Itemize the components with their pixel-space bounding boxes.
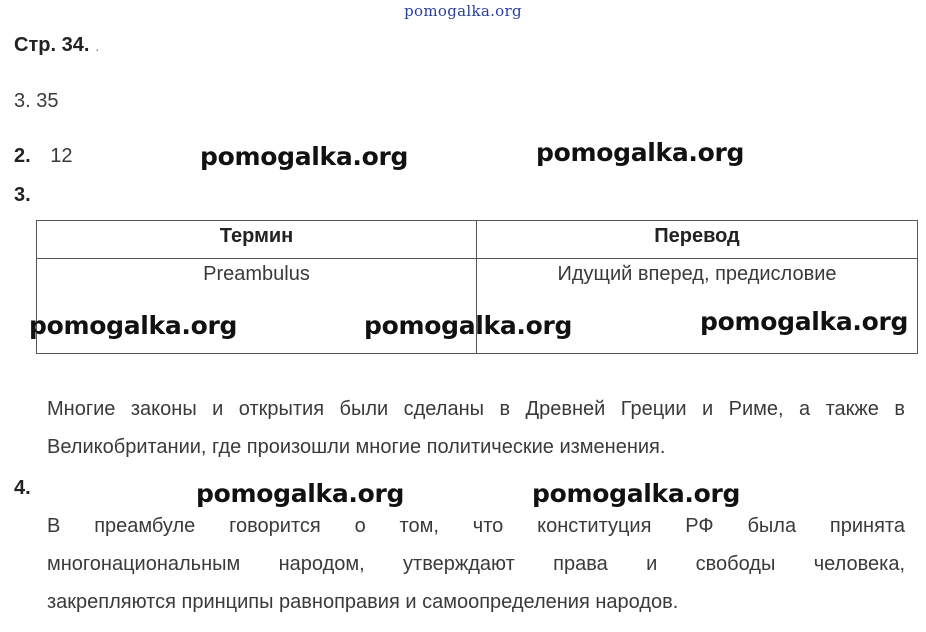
site-header-link[interactable]: pomogalka.org [404,2,522,20]
table-cell-term: Preambulus [37,259,477,354]
answer-2-number: 2. [14,145,31,167]
answer-2-value: 12 [50,145,73,167]
page-reference-dot: . [95,38,100,54]
page-reference-label: Стр. 34. [14,34,90,56]
paragraph-preamble-line-1: В преамбуле говорится о том, что конституция РФ была принята [47,515,905,537]
page-reference [14,34,99,57]
answer-3-number: 3. [14,184,31,206]
answer-4-number: 4. [14,477,31,499]
paragraph-preamble-line-2: многонациональным народом, утверждают права и свободы человека, [47,553,905,575]
table-header-term: Термин [37,221,477,259]
table-header-translation: Перевод [477,221,918,259]
watermark: pomogalka.org [364,311,573,340]
watermark: pomogalka.org [29,311,238,340]
answer-1: 3. 35 [14,90,59,112]
paragraph-preamble-line-3: закрепляются принципы равноправия и самоопределения народов. [47,591,679,613]
paragraph-history-line-1: Многие законы и открытия были сделаны в Древней Греции и Риме, а также в [47,398,905,420]
table-header-row [37,221,918,259]
watermark: pomogalka.org [196,479,405,508]
paragraph-history-line-2: Великобритании, где произошли многие политические изменения. [47,436,666,458]
watermark: pomogalka.org [532,479,741,508]
watermark: pomogalka.org [200,142,409,171]
watermark: pomogalka.org [700,307,909,336]
watermark: pomogalka.org [536,138,745,167]
table-cell-translation: Идущий вперед, предисловие [477,259,918,354]
paragraph-preamble [47,507,905,621]
paragraph-history [47,390,905,466]
answer-2 [14,145,73,168]
